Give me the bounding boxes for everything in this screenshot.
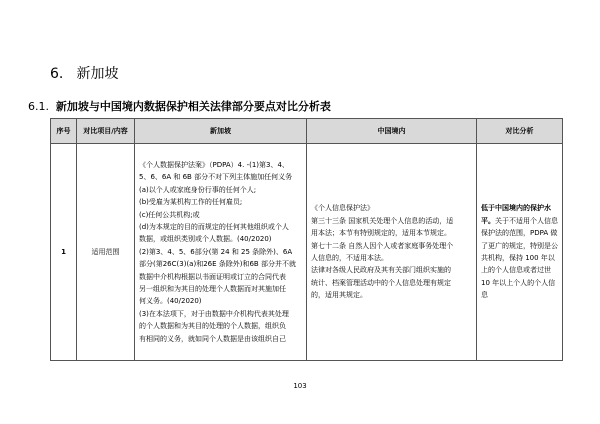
china-line: 第七十二条 自然人因个人或者家庭事务处理个 — [311, 241, 454, 250]
analysis-conclusion: 低于中国境内的保护水平。 — [481, 204, 551, 225]
cell-analysis — [477, 144, 563, 361]
singapore-line: 《个人数据保护法案》（PDPA）4. -(1)第3、4、 — [139, 160, 289, 169]
comparison-table — [50, 118, 563, 361]
subsection-number: 6.1. — [28, 100, 49, 113]
singapore-line: 数据中介机构根据以书面证明或订立的合同代表 — [139, 272, 286, 281]
section-heading — [50, 63, 118, 83]
singapore-line: 5、6、6A 和 6B 部分不对下列主体施加任何义务 — [139, 173, 293, 182]
china-line: 《个人信息保护法》 — [311, 204, 374, 213]
china-line: 法律对各级人民政府及其有关部门组织实施的 — [311, 266, 451, 275]
singapore-line: 另一组织和为其目的处理个人数据而对其施加任 — [139, 285, 286, 294]
singapore-line: (3)在本法项下，对于由数据中介机构代表其处理 — [139, 309, 289, 318]
section-title: 新加坡 — [76, 66, 119, 82]
singapore-line: (b)受雇为某机构工作的任何雇员; — [139, 198, 243, 207]
page-number: 103 — [293, 382, 307, 390]
china-line: 用本法；本节有特别规定的，适用本节规定。 — [311, 229, 451, 238]
singapore-line: 的个人数据和为其目的处理的个人数据，组织负 — [139, 322, 286, 331]
singapore-line: 有相同的义务，就如同个人数据是由该组织自己 — [139, 334, 286, 343]
cell-china — [307, 144, 477, 361]
cell-seq: 1 — [51, 144, 77, 361]
singapore-line: (a)以个人或家庭身份行事的任何个人; — [139, 185, 257, 194]
singapore-line: 何义务。(40/2020) — [139, 297, 202, 306]
singapore-line: (d)为本规定的目的而规定的任何其他组织或个人 — [139, 222, 289, 231]
subsection-heading — [28, 98, 331, 114]
singapore-line: (c)任何公共机构;或 — [139, 210, 200, 219]
cell-topic: 适用范围 — [77, 144, 135, 361]
singapore-line: 数据，或组织类别或个人数据。(40/2020) — [139, 235, 272, 244]
header-china: 中国境内 — [307, 119, 477, 144]
singapore-line: (2)第3、4、5、6部分(第 24 和 25 条除外)、6A — [139, 247, 293, 256]
header-singapore: 新加坡 — [135, 119, 307, 144]
subsection-title: 新加坡与中国境内数据保护相关法律部分要点对比分析表 — [55, 100, 331, 113]
table-row — [51, 144, 563, 361]
analysis-text: 关于不适用个人信息保护法的范围，PDPA 做了更广的规定，特别是公共机构，保持 100 年以上的个人信息或者过世 10 年以上个人的个人信息 — [481, 216, 558, 300]
table-header-row — [51, 119, 563, 144]
header-seq: 序号 — [51, 119, 77, 144]
china-line: 人信息的，不适用本法。 — [311, 254, 388, 262]
singapore-line: 部分(第26C(3)(a)和26E 条除外)和6B 部分并不就 — [139, 260, 296, 269]
china-line: 第三十三条 国家机关处理个人信息的活动，适 — [311, 216, 454, 225]
cell-singapore — [135, 144, 307, 361]
china-line: 统计、档案管理活动中的个人信息处理有规定 — [311, 278, 451, 287]
header-analysis: 对比分析 — [477, 119, 563, 144]
china-line: 的，适用其规定。 — [311, 291, 367, 300]
header-topic: 对比项目/内容 — [77, 119, 135, 144]
section-number: 6. — [50, 66, 64, 82]
